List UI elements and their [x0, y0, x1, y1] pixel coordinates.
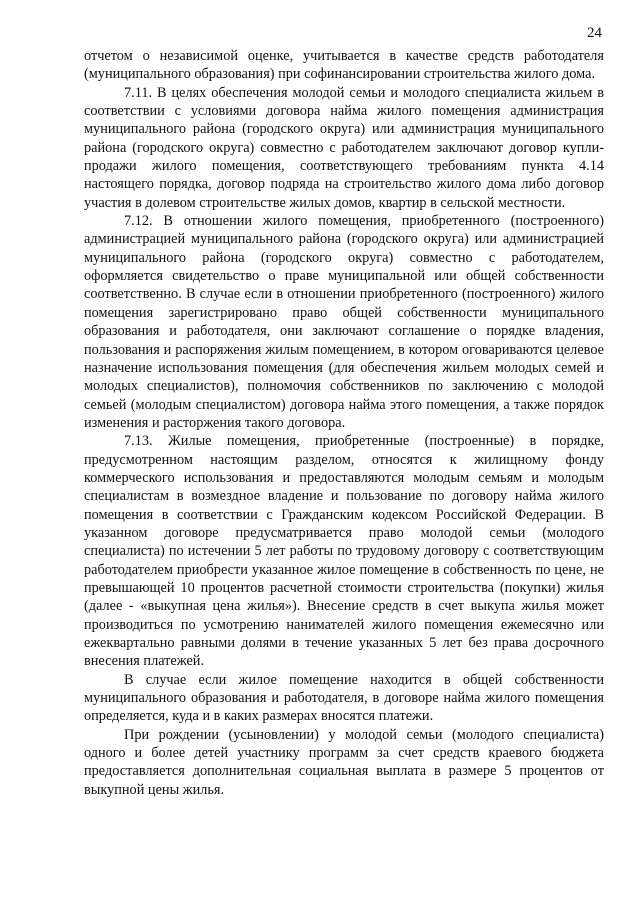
paragraph-7-13: 7.13. Жилые помещения, приобретенные (построенные) в порядке, предусмотренном настоящим разделом, относятся к жилищному фонду коммерческого использования и предоставляются молодым семьям и молодым специалистам в возмездное владение и пользование по договору найма жилого помещения в соответствии с Гражданским кодексом Российской Федерации. В указанном договоре предусматривается право молодой семьи (молодого специалиста) по истечении 5 лет работы по трудовому договору с соответствующим работодателем приобрести указанное жилое помещение в собственность по цене, не превышающей 10 процентов расчетной стоимости строительства (покупки) жилья (далее - «выкупная цена жилья»). Внесение средств в счет выкупа жилья может производиться по усмотрению нанимателей жилого помещения ежемесячно или ежеквартально равными долями в течение указанных 5 лет без права досрочного внесения платежей. [84, 433, 604, 670]
page-number: 24 [587, 25, 602, 41]
paragraph-7-12: 7.12. В отношении жилого помещения, приобретенного (построенного) администрацией муниципального района (городского округа) или администрацией муниципального района (городского округа) совместно с работодателем, оформляется свидетельство о праве муниципальной или общей собственности соответственно. В случае если в отношении приобретенного (построенного) жилого помещения зарегистрировано право общей собственности муниципального образования и работодателя, они заключают соглашение о порядке владения, пользования и распоряжения жилым помещением, в котором оговариваются целевое назначение использования помещения (для обеспечения жильем молодых семей и молодых специалистов), полномочия собственников по заключению с молодой семьей (молодым специалистом) договора найма этого помещения, а также порядок изменения и расторжения такого договора. [84, 213, 604, 431]
paragraph-child-birth-payment: При рождении (усыновлении) у молодой семьи (молодого специалиста) одного и более детей участнику программ за счет средств краевого бюджета предоставляется дополнительная социальная выплата в размере 5 процентов от выкупной цены жилья. [84, 726, 604, 798]
paragraph-continuation: отчетом о независимой оценке, учитывается в качестве средств работодателя (муниципального образования) при софинансировании строительства жилого дома. [84, 48, 604, 83]
paragraph-common-ownership: В случае если жилое помещение находится в общей собственности муниципального образования и работодателя, в договоре найма жилого помещения определяется, куда и в каких размерах вносятся платежи. [84, 671, 604, 725]
document-body [84, 47, 604, 799]
paragraph-7-11: 7.11. В целях обеспечения молодой семьи и молодого специалиста жильем в соответствии с условиями договора найма жилого помещения администрация муниципального района (городского округа) или администрация муниципального района (городского округа) совместно с работодателем заключают договор купли-продажи жилого помещения, соответствующего требованиям пункта 4.14 настоящего порядка, договор подряда на строительство жилого дома либо договор участия в долевом строительстве жилых домов, квартир в сельской местности. [84, 84, 604, 211]
